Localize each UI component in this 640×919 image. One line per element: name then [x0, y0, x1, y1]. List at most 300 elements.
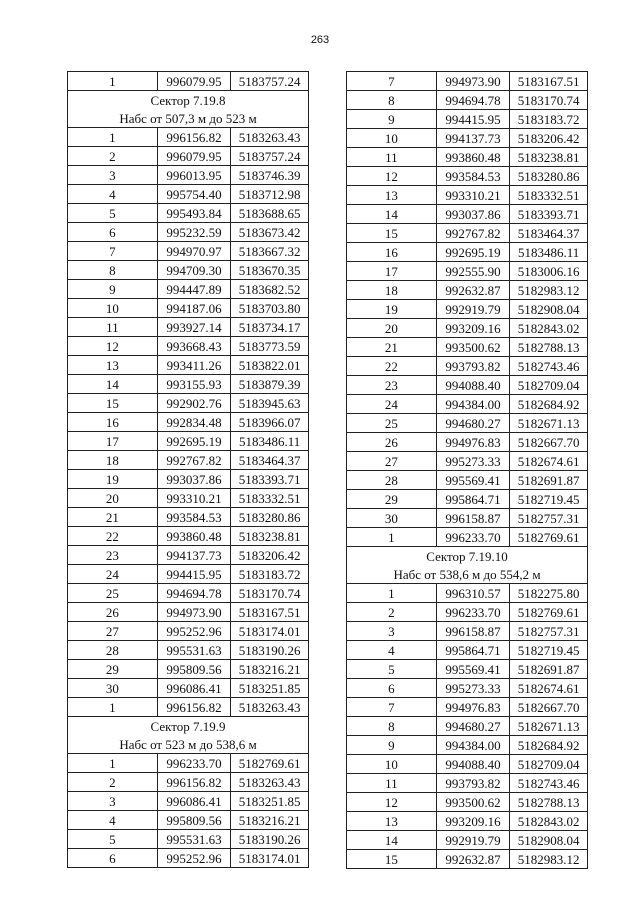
x-coordinate-cell: 995273.33: [436, 679, 510, 698]
point-number-cell: 3: [68, 792, 158, 811]
point-number-cell: 15: [347, 224, 437, 243]
point-number-cell: 26: [68, 603, 158, 622]
point-number-cell: 25: [347, 414, 437, 433]
y-coordinate-cell: 5183280.86: [231, 508, 309, 527]
x-coordinate-cell: 994680.27: [436, 717, 510, 736]
x-coordinate-cell: 992834.48: [157, 413, 231, 432]
y-coordinate-cell: 5183174.01: [231, 622, 309, 641]
table-row: [68, 147, 309, 166]
y-coordinate-cell: 5183945.63: [231, 394, 309, 413]
point-number-cell: 12: [347, 793, 437, 812]
table-row: [68, 584, 309, 603]
x-coordinate-cell: 993037.86: [436, 205, 510, 224]
table-row: [347, 793, 588, 812]
x-coordinate-cell: 995252.96: [157, 849, 231, 868]
table-row: [347, 72, 588, 91]
point-number-cell: 1: [68, 754, 158, 773]
y-coordinate-cell: 5183486.11: [231, 432, 309, 451]
table-row: [68, 223, 309, 242]
y-coordinate-cell: 5183206.42: [231, 546, 309, 565]
x-coordinate-cell: 994694.78: [436, 91, 510, 110]
x-coordinate-cell: 994415.95: [157, 565, 231, 584]
x-coordinate-cell: 994970.97: [157, 242, 231, 261]
y-coordinate-cell: 5182788.13: [510, 338, 588, 357]
x-coordinate-cell: 995864.71: [436, 641, 510, 660]
x-coordinate-cell: 993209.16: [436, 812, 510, 831]
x-coordinate-cell: 995273.33: [436, 452, 510, 471]
y-coordinate-cell: 5182769.61: [231, 754, 309, 773]
table-row: [347, 490, 588, 509]
x-coordinate-cell: 994447.89: [157, 280, 231, 299]
x-coordinate-cell: 995569.41: [436, 471, 510, 490]
table-row: [347, 148, 588, 167]
y-coordinate-cell: 5182769.61: [510, 603, 588, 622]
x-coordinate-cell: 993584.53: [157, 508, 231, 527]
table-row: [347, 357, 588, 376]
point-number-cell: 5: [68, 204, 158, 223]
y-coordinate-cell: 5183238.81: [510, 148, 588, 167]
x-coordinate-cell: 994680.27: [436, 414, 510, 433]
point-number-cell: 1: [68, 128, 158, 147]
y-coordinate-cell: 5182667.70: [510, 433, 588, 452]
x-coordinate-cell: 992695.19: [157, 432, 231, 451]
point-number-cell: 15: [347, 850, 437, 869]
sector-range-row: [68, 735, 309, 754]
table-row: [68, 546, 309, 565]
table-row: [347, 850, 588, 869]
table-row: [68, 470, 309, 489]
point-number-cell: 9: [347, 110, 437, 129]
table-row: [347, 414, 588, 433]
x-coordinate-cell: 996156.82: [157, 128, 231, 147]
table-row: [347, 698, 588, 717]
y-coordinate-cell: 5183757.24: [231, 147, 309, 166]
x-coordinate-cell: 994973.90: [157, 603, 231, 622]
point-number-cell: 17: [347, 262, 437, 281]
point-number-cell: 7: [347, 698, 437, 717]
point-number-cell: 1: [68, 72, 158, 91]
point-number-cell: 4: [68, 811, 158, 830]
x-coordinate-cell: 994976.83: [436, 698, 510, 717]
y-coordinate-cell: 5183673.42: [231, 223, 309, 242]
y-coordinate-cell: 5182674.61: [510, 679, 588, 698]
table-row: [347, 281, 588, 300]
x-coordinate-cell: 993584.53: [436, 167, 510, 186]
point-number-cell: 18: [68, 451, 158, 470]
y-coordinate-cell: 5183464.37: [231, 451, 309, 470]
table-row: [68, 375, 309, 394]
point-number-cell: 5: [347, 660, 437, 679]
table-row: [347, 243, 588, 262]
table-row: [347, 129, 588, 148]
point-number-cell: 24: [347, 395, 437, 414]
x-coordinate-cell: 993155.93: [157, 375, 231, 394]
y-coordinate-cell: 5182908.04: [510, 300, 588, 319]
point-number-cell: 19: [68, 470, 158, 489]
table-row: [347, 395, 588, 414]
table-row: [68, 679, 309, 698]
y-coordinate-cell: 5182671.13: [510, 717, 588, 736]
table-row: [68, 698, 309, 717]
table-row: [68, 603, 309, 622]
table-row: [347, 471, 588, 490]
x-coordinate-cell: 994973.90: [436, 72, 510, 91]
point-number-cell: 27: [68, 622, 158, 641]
y-coordinate-cell: 5182788.13: [510, 793, 588, 812]
point-number-cell: 7: [68, 242, 158, 261]
point-number-cell: 20: [68, 489, 158, 508]
x-coordinate-cell: 992767.82: [436, 224, 510, 243]
table-row: [347, 338, 588, 357]
sector-height-range: Набс от 538,6 м до 554,2 м: [347, 565, 588, 584]
table-row: [347, 205, 588, 224]
table-row: [347, 91, 588, 110]
y-coordinate-cell: 5183263.43: [231, 773, 309, 792]
sector-height-range: Набс от 523 м до 538,6 м: [68, 735, 309, 754]
x-coordinate-cell: 994694.78: [157, 584, 231, 603]
x-coordinate-cell: 995809.56: [157, 811, 231, 830]
x-coordinate-cell: 992767.82: [157, 451, 231, 470]
table-row: [347, 167, 588, 186]
y-coordinate-cell: 5183170.74: [231, 584, 309, 603]
x-coordinate-cell: 996310.57: [436, 584, 510, 603]
point-number-cell: 6: [68, 849, 158, 868]
page-number: 263: [310, 34, 330, 46]
x-coordinate-cell: 993310.21: [436, 186, 510, 205]
y-coordinate-cell: 5182709.04: [510, 376, 588, 395]
x-coordinate-cell: 992919.79: [436, 300, 510, 319]
y-coordinate-cell: 5183190.26: [231, 830, 309, 849]
y-coordinate-cell: 5182719.45: [510, 641, 588, 660]
table-row: [68, 489, 309, 508]
y-coordinate-cell: 5183486.11: [510, 243, 588, 262]
table-row: [68, 773, 309, 792]
x-coordinate-cell: 995864.71: [436, 490, 510, 509]
table-row: [68, 318, 309, 337]
table-row: [68, 299, 309, 318]
x-coordinate-cell: 992695.19: [436, 243, 510, 262]
table-row: [347, 528, 588, 547]
x-coordinate-cell: 992919.79: [436, 831, 510, 850]
left-coordinates-table: [67, 71, 309, 868]
table-row: [347, 376, 588, 395]
y-coordinate-cell: 5183822.01: [231, 356, 309, 375]
point-number-cell: 6: [68, 223, 158, 242]
x-coordinate-cell: 996233.70: [157, 754, 231, 773]
point-number-cell: 20: [347, 319, 437, 338]
point-number-cell: 6: [347, 679, 437, 698]
x-coordinate-cell: 992632.87: [436, 850, 510, 869]
x-coordinate-cell: 995809.56: [157, 660, 231, 679]
x-coordinate-cell: 993500.62: [436, 338, 510, 357]
point-number-cell: 18: [347, 281, 437, 300]
y-coordinate-cell: 5182983.12: [510, 281, 588, 300]
x-coordinate-cell: 994137.73: [157, 546, 231, 565]
table-row: [68, 641, 309, 660]
x-coordinate-cell: 996086.41: [157, 792, 231, 811]
y-coordinate-cell: 5182843.02: [510, 812, 588, 831]
x-coordinate-cell: 995531.63: [157, 830, 231, 849]
x-coordinate-cell: 994709.30: [157, 261, 231, 280]
sector-height-range: Набс от 507,3 м до 523 м: [68, 109, 309, 128]
table-row: [68, 280, 309, 299]
x-coordinate-cell: 994137.73: [436, 129, 510, 148]
right-coordinates-table: [346, 71, 588, 869]
x-coordinate-cell: 993310.21: [157, 489, 231, 508]
point-number-cell: 28: [68, 641, 158, 660]
point-number-cell: 10: [347, 129, 437, 148]
x-coordinate-cell: 993793.82: [436, 357, 510, 376]
x-coordinate-cell: 996233.70: [436, 603, 510, 622]
x-coordinate-cell: 996013.95: [157, 166, 231, 185]
point-number-cell: 10: [347, 755, 437, 774]
x-coordinate-cell: 995232.59: [157, 223, 231, 242]
point-number-cell: 3: [347, 622, 437, 641]
table-row: [68, 792, 309, 811]
x-coordinate-cell: 993037.86: [157, 470, 231, 489]
table-row: [347, 262, 588, 281]
point-number-cell: 26: [347, 433, 437, 452]
x-coordinate-cell: 996156.82: [157, 773, 231, 792]
x-coordinate-cell: 995569.41: [436, 660, 510, 679]
point-number-cell: 12: [68, 337, 158, 356]
table-row: [68, 356, 309, 375]
y-coordinate-cell: 5182691.87: [510, 471, 588, 490]
sector-title: Сектор 7.19.8: [68, 91, 309, 110]
y-coordinate-cell: 5182684.92: [510, 736, 588, 755]
y-coordinate-cell: 5183216.21: [231, 811, 309, 830]
y-coordinate-cell: 5183251.85: [231, 792, 309, 811]
point-number-cell: 25: [68, 584, 158, 603]
x-coordinate-cell: 996158.87: [436, 622, 510, 641]
point-number-cell: 3: [68, 166, 158, 185]
table-row: [68, 830, 309, 849]
y-coordinate-cell: 5182674.61: [510, 452, 588, 471]
y-coordinate-cell: 5182743.46: [510, 357, 588, 376]
y-coordinate-cell: 5183393.71: [510, 205, 588, 224]
y-coordinate-cell: 5183183.72: [231, 565, 309, 584]
sector-title-row: [68, 91, 309, 110]
x-coordinate-cell: 995754.40: [157, 185, 231, 204]
point-number-cell: 22: [347, 357, 437, 376]
x-coordinate-cell: 995252.96: [157, 622, 231, 641]
y-coordinate-cell: 5183667.32: [231, 242, 309, 261]
point-number-cell: 15: [68, 394, 158, 413]
y-coordinate-cell: 5183167.51: [231, 603, 309, 622]
x-coordinate-cell: 996233.70: [436, 528, 510, 547]
x-coordinate-cell: 996079.95: [157, 147, 231, 166]
table-row: [347, 831, 588, 850]
y-coordinate-cell: 5182719.45: [510, 490, 588, 509]
sector-title-row: [347, 547, 588, 566]
table-row: [68, 166, 309, 185]
table-row: [68, 261, 309, 280]
x-coordinate-cell: 992632.87: [436, 281, 510, 300]
point-number-cell: 11: [347, 774, 437, 793]
point-number-cell: 8: [347, 717, 437, 736]
table-row: [68, 622, 309, 641]
y-coordinate-cell: 5182671.13: [510, 414, 588, 433]
x-coordinate-cell: 995493.84: [157, 204, 231, 223]
table-row: [68, 451, 309, 470]
y-coordinate-cell: 5183006.16: [510, 262, 588, 281]
y-coordinate-cell: 5182709.04: [510, 755, 588, 774]
table-row: [347, 224, 588, 243]
sector-title: Сектор 7.19.9: [68, 717, 309, 736]
table-row: [347, 319, 588, 338]
y-coordinate-cell: 5183688.65: [231, 204, 309, 223]
x-coordinate-cell: 994187.06: [157, 299, 231, 318]
point-number-cell: 28: [347, 471, 437, 490]
y-coordinate-cell: 5182983.12: [510, 850, 588, 869]
point-number-cell: 21: [347, 338, 437, 357]
y-coordinate-cell: 5183712.98: [231, 185, 309, 204]
table-row: [347, 110, 588, 129]
table-row: [68, 811, 309, 830]
sector-title-row: [68, 717, 309, 736]
point-number-cell: 12: [347, 167, 437, 186]
point-number-cell: 1: [347, 584, 437, 603]
point-number-cell: 2: [347, 603, 437, 622]
y-coordinate-cell: 5182743.46: [510, 774, 588, 793]
x-coordinate-cell: 993793.82: [436, 774, 510, 793]
point-number-cell: 2: [68, 147, 158, 166]
point-number-cell: 16: [347, 243, 437, 262]
table-row: [347, 755, 588, 774]
point-number-cell: 4: [347, 641, 437, 660]
point-number-cell: 11: [347, 148, 437, 167]
y-coordinate-cell: 5182757.31: [510, 622, 588, 641]
point-number-cell: 8: [347, 91, 437, 110]
table-row: [347, 186, 588, 205]
table-row: [347, 622, 588, 641]
point-number-cell: 30: [68, 679, 158, 698]
x-coordinate-cell: 993411.26: [157, 356, 231, 375]
y-coordinate-cell: 5183703.80: [231, 299, 309, 318]
y-coordinate-cell: 5183670.35: [231, 261, 309, 280]
x-coordinate-cell: 993860.48: [436, 148, 510, 167]
table-row: [347, 584, 588, 603]
y-coordinate-cell: 5183393.71: [231, 470, 309, 489]
point-number-cell: 14: [347, 831, 437, 850]
table-row: [68, 754, 309, 773]
point-number-cell: 1: [347, 528, 437, 547]
x-coordinate-cell: 993927.14: [157, 318, 231, 337]
table-row: [347, 774, 588, 793]
table-row: [347, 300, 588, 319]
y-coordinate-cell: 5183263.43: [231, 128, 309, 147]
point-number-cell: 10: [68, 299, 158, 318]
table-row: [68, 660, 309, 679]
y-coordinate-cell: 5183879.39: [231, 375, 309, 394]
y-coordinate-cell: 5183773.59: [231, 337, 309, 356]
point-number-cell: 14: [68, 375, 158, 394]
table-row: [68, 185, 309, 204]
y-coordinate-cell: 5183966.07: [231, 413, 309, 432]
x-coordinate-cell: 992555.90: [436, 262, 510, 281]
table-row: [347, 736, 588, 755]
y-coordinate-cell: 5183190.26: [231, 641, 309, 660]
x-coordinate-cell: 993209.16: [436, 319, 510, 338]
point-number-cell: 22: [68, 527, 158, 546]
point-number-cell: 13: [347, 812, 437, 831]
y-coordinate-cell: 5183167.51: [510, 72, 588, 91]
x-coordinate-cell: 994088.40: [436, 755, 510, 774]
y-coordinate-cell: 5182275.80: [510, 584, 588, 603]
y-coordinate-cell: 5182757.31: [510, 509, 588, 528]
table-row: [68, 565, 309, 584]
point-number-cell: 27: [347, 452, 437, 471]
point-number-cell: 30: [347, 509, 437, 528]
y-coordinate-cell: 5183682.52: [231, 280, 309, 299]
point-number-cell: 29: [347, 490, 437, 509]
y-coordinate-cell: 5183206.42: [510, 129, 588, 148]
y-coordinate-cell: 5182908.04: [510, 831, 588, 850]
table-row: [68, 72, 309, 91]
y-coordinate-cell: 5182667.70: [510, 698, 588, 717]
point-number-cell: 13: [347, 186, 437, 205]
x-coordinate-cell: 992902.76: [157, 394, 231, 413]
point-number-cell: 11: [68, 318, 158, 337]
point-number-cell: 9: [347, 736, 437, 755]
y-coordinate-cell: 5183174.01: [231, 849, 309, 868]
x-coordinate-cell: 996086.41: [157, 679, 231, 698]
x-coordinate-cell: 994384.00: [436, 395, 510, 414]
point-number-cell: 23: [68, 546, 158, 565]
x-coordinate-cell: 994384.00: [436, 736, 510, 755]
table-row: [347, 603, 588, 622]
table-row: [347, 452, 588, 471]
table-row: [68, 432, 309, 451]
point-number-cell: 13: [68, 356, 158, 375]
table-row: [68, 204, 309, 223]
y-coordinate-cell: 5183757.24: [231, 72, 309, 91]
sector-title: Сектор 7.19.10: [347, 547, 588, 566]
y-coordinate-cell: 5183263.43: [231, 698, 309, 717]
y-coordinate-cell: 5182769.61: [510, 528, 588, 547]
y-coordinate-cell: 5182691.87: [510, 660, 588, 679]
x-coordinate-cell: 994976.83: [436, 433, 510, 452]
x-coordinate-cell: 993860.48: [157, 527, 231, 546]
y-coordinate-cell: 5182843.02: [510, 319, 588, 338]
y-coordinate-cell: 5183238.81: [231, 527, 309, 546]
table-row: [68, 128, 309, 147]
y-coordinate-cell: 5183216.21: [231, 660, 309, 679]
table-row: [347, 509, 588, 528]
table-row: [347, 717, 588, 736]
table-row: [68, 337, 309, 356]
point-number-cell: 8: [68, 261, 158, 280]
y-coordinate-cell: 5183332.51: [510, 186, 588, 205]
point-number-cell: 16: [68, 413, 158, 432]
point-number-cell: 29: [68, 660, 158, 679]
table-row: [68, 242, 309, 261]
point-number-cell: 5: [68, 830, 158, 849]
y-coordinate-cell: 5183251.85: [231, 679, 309, 698]
x-coordinate-cell: 993500.62: [436, 793, 510, 812]
table-row: [347, 641, 588, 660]
x-coordinate-cell: 995531.63: [157, 641, 231, 660]
y-coordinate-cell: 5183183.72: [510, 110, 588, 129]
table-row: [68, 413, 309, 432]
table-row: [68, 527, 309, 546]
table-row: [68, 849, 309, 868]
y-coordinate-cell: 5183170.74: [510, 91, 588, 110]
x-coordinate-cell: 996079.95: [157, 72, 231, 91]
point-number-cell: 2: [68, 773, 158, 792]
point-number-cell: 4: [68, 185, 158, 204]
table-row: [68, 394, 309, 413]
